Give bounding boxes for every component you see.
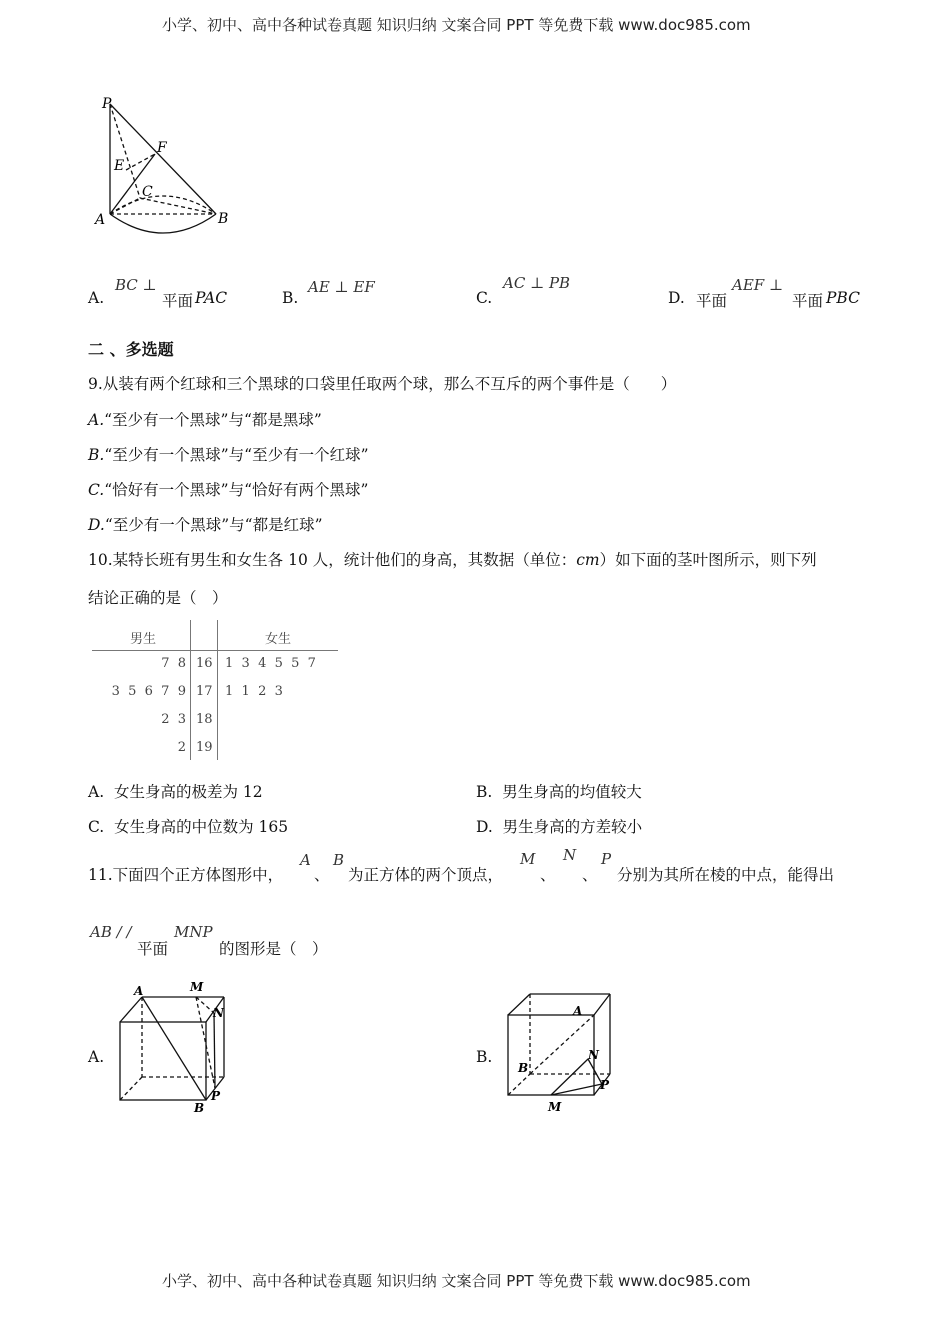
q9-option-d-text: “至少有一个黑球”与“都是红球” — [104, 516, 323, 534]
q8-option-a-mid: 平面 — [162, 292, 194, 310]
label-P: P — [102, 96, 112, 112]
q10-option-b-label: B. — [476, 783, 493, 801]
q9-option-b-text: “至少有一个黑球”与“至少有一个红球” — [104, 446, 369, 464]
female-leaves-17: 1 1 2 3 — [225, 684, 283, 699]
q9-option-c — [88, 478, 368, 500]
cube-a-label-b: B — [194, 1101, 205, 1115]
q8-option-a-label: A. — [88, 289, 105, 307]
stem-divider-right — [217, 620, 218, 760]
label-E: E — [114, 158, 125, 174]
q10-stem-part1: 10.某特长班有男生和女生各 10 人，统计他们的身高，其数据（单位： — [88, 551, 577, 569]
q10-option-a-label: A. — [88, 783, 105, 801]
q11-midpoint-n: N — [563, 846, 577, 864]
cube-b-label-n: N — [588, 1048, 599, 1062]
cube-figure-a — [112, 975, 232, 1120]
q11-stem-part2: 为正方体的两个顶点， — [348, 866, 504, 884]
q11-option-a-label: A. — [88, 1048, 105, 1066]
stem-19: 19 — [196, 740, 213, 755]
q8-option-c-label: C. — [476, 289, 493, 307]
q10-stem-line1 — [88, 548, 817, 570]
cone-figure — [90, 92, 250, 242]
q10-option-a — [88, 780, 263, 802]
q8-option-d-tail: PBC — [826, 289, 860, 307]
q10-option-b-text: 男生身高的均值较大 — [502, 783, 642, 801]
q11-sep2: 、 — [540, 866, 556, 884]
q9-option-a-label: A. — [88, 411, 105, 429]
q9-option-b-label: B. — [88, 446, 105, 464]
label-A: A — [95, 212, 106, 228]
q10-option-c-label: C. — [88, 818, 105, 836]
q9-option-b — [88, 443, 369, 465]
page-footer: 小学、初中、高中各种试卷真题 知识归纳 文案合同 PPT 等免费下载 www.doc985.com — [162, 1272, 751, 1290]
cube-a-label-n: N — [213, 1006, 224, 1020]
q11-sep3: 、 — [582, 866, 598, 884]
male-leaves-19: 2 — [177, 740, 186, 755]
q11-midpoint-p: P — [601, 850, 612, 868]
cube-figure-b — [500, 985, 620, 1120]
cube-b-label-a: A — [573, 1004, 583, 1018]
q10-stem-part2: ）如下面的茎叶图所示，则下列 — [599, 551, 817, 569]
q10-option-d-label: D. — [476, 818, 493, 836]
header-divider — [92, 650, 338, 651]
q8-option-d-math: AEF ⊥ — [732, 276, 784, 294]
q11-stem-part1: 11.下面四个正方体图形中， — [88, 866, 284, 884]
q9-option-d-label: D. — [88, 516, 105, 534]
q10-unit: cm — [576, 551, 600, 569]
q10-stem-line2: 结论正确的是（ ） — [88, 589, 228, 607]
female-leaves-16: 1 3 4 5 5 7 — [225, 656, 316, 671]
section-title: 二 、多选题 — [88, 340, 174, 359]
q10-option-c — [88, 815, 288, 837]
q11-line2-math: AB / / — [90, 923, 132, 941]
q10-option-d-text: 男生身高的方差较小 — [502, 818, 643, 836]
q10-option-a-text: 女生身高的极差为 12 — [113, 783, 263, 801]
q11-midpoint-m: M — [520, 850, 536, 868]
cube-b-label-m: M — [548, 1100, 562, 1114]
label-B: B — [218, 211, 229, 227]
q9-stem: 9.从装有两个红球和三个黑球的口袋里任取两个球，那么不互斥的两个事件是（ ） — [88, 375, 677, 393]
q10-option-d — [476, 815, 642, 837]
q9-option-c-text: “恰好有一个黑球”与“恰好有两个黑球” — [104, 481, 369, 499]
q11-sep1: 、 — [314, 866, 330, 884]
q8-option-b-label: B. — [282, 289, 299, 307]
male-leaves-16: 7 8 — [161, 656, 186, 671]
cube-a-label-p: P — [211, 1089, 221, 1103]
stem-18: 18 — [196, 712, 213, 727]
q11-line2-tail: 的图形是（ ） — [219, 940, 328, 958]
q11-stem-part3: 分别为其所在棱的中点，能得出 — [617, 866, 835, 884]
male-leaves-18: 2 3 — [161, 712, 186, 727]
q9-option-a — [88, 408, 322, 430]
stem-17: 17 — [196, 684, 213, 699]
stem-16: 16 — [196, 656, 213, 671]
cube-a-label-m: M — [190, 980, 204, 994]
stem-divider-left — [190, 620, 191, 760]
q11-vertex-a: A — [300, 851, 311, 869]
page-header: 小学、初中、高中各种试卷真题 知识归纳 文案合同 PPT 等免费下载 www.doc985.com — [162, 16, 751, 34]
female-header: 女生 — [265, 632, 292, 647]
q9-option-d — [88, 513, 323, 535]
q11-vertex-b: B — [333, 851, 345, 869]
q8-option-c-math: AC ⊥ PB — [503, 274, 571, 292]
q11-line2-math2: MNP — [174, 923, 213, 941]
label-C: C — [142, 184, 153, 200]
male-header: 男生 — [130, 632, 157, 647]
q11-line2-mid: 平面 — [137, 940, 169, 958]
cube-b-label-p: P — [600, 1078, 610, 1092]
cube-b-label-b: B — [518, 1061, 529, 1075]
q10-option-b — [476, 780, 642, 802]
q9-option-a-text: “至少有一个黑球”与“都是黑球” — [104, 411, 322, 429]
label-F: F — [157, 140, 167, 156]
q8-option-a-math: BC ⊥ — [115, 276, 157, 294]
q8-option-d-pre: 平面 — [696, 292, 728, 310]
male-leaves-17: 3 5 6 7 9 — [111, 684, 186, 699]
q11-option-b-label: B. — [476, 1048, 493, 1066]
q8-option-d-label: D. — [668, 289, 685, 307]
q9-option-c-label: C. — [88, 481, 105, 499]
stem-leaf-table — [92, 620, 338, 760]
q8-option-a-tail: PAC — [195, 289, 228, 307]
q10-option-c-text: 女生身高的中位数为 165 — [114, 818, 289, 836]
cube-a-label-a: A — [134, 984, 144, 998]
q8-option-d-mid: 平面 — [792, 292, 824, 310]
q8-option-b-math: AE ⊥ EF — [308, 278, 375, 296]
